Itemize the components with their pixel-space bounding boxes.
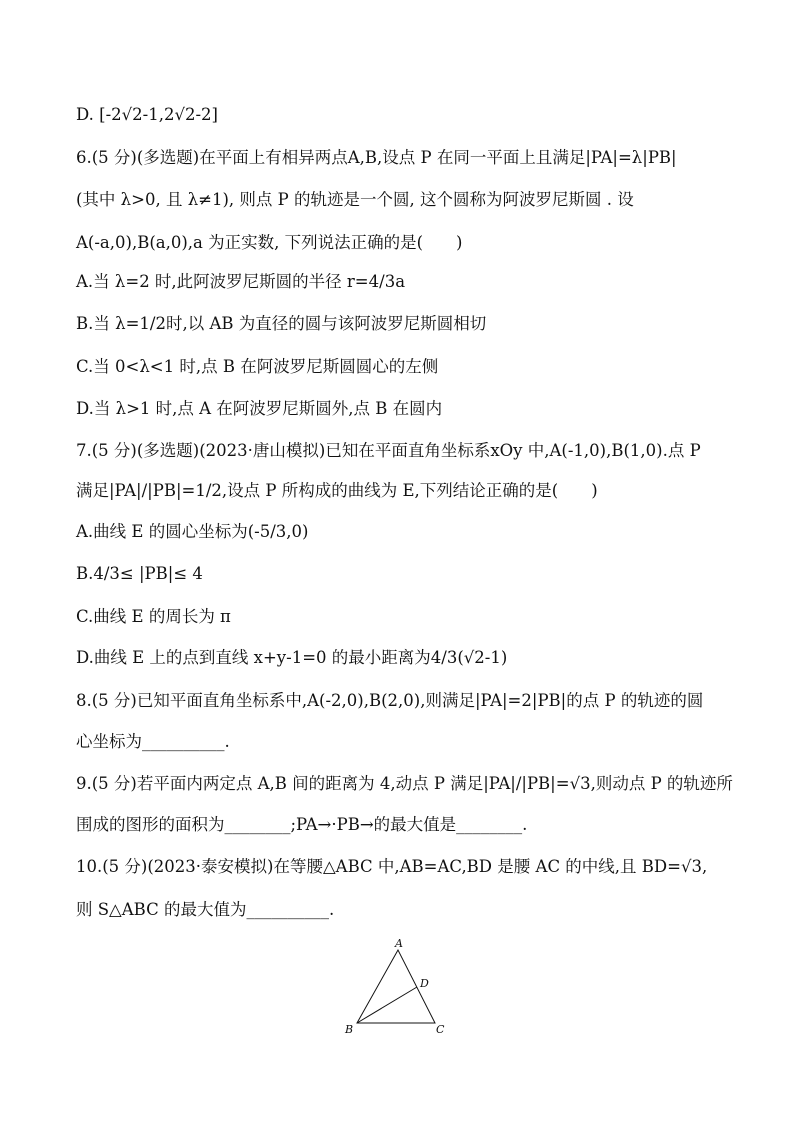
line-8: 7.(5 分)(多选题)(2023·唐山模拟)已知在平面直角坐标系xOy 中,A(-1,0),B(1,0).点 P	[76, 441, 701, 460]
line-12: C.曲线 E 的周长为 π	[76, 607, 231, 626]
line-1: 6.(5 分)(多选题)在平面上有相异两点A,B,设点 P 在同一平面上且满足|PA|=λ|PB|	[76, 148, 677, 167]
line-18: 10.(5 分)(2023·泰安模拟)在等腰△ABC 中,AB=AC,BD 是腰 AC 的中线,且 BD=√3,	[76, 857, 708, 876]
line-9: 满足|PA|/|PB|=1/2,设点 P 所构成的曲线为 E,下列结论正确的是( )	[76, 481, 598, 500]
line-4: A.当 λ=2 时,此阿波罗尼斯圆的半径 r=4/3a	[76, 272, 406, 291]
label-b: B	[345, 1023, 354, 1036]
line-6: C.当 0<λ<1 时,点 B 在阿波罗尼斯圆圆心的左侧	[76, 357, 439, 376]
line-11: B.4/3≤ |PB|≤ 4	[76, 564, 203, 583]
line-10: A.曲线 E 的圆心坐标为(-5/3,0)	[76, 522, 309, 541]
line-13: D.曲线 E 上的点到直线 x+y-1=0 的最小距离为4/3(√2-1)	[76, 648, 508, 667]
line-19: 则 S△ABC 的最大值为__________.	[76, 900, 335, 919]
line-5: B.当 λ=1/2时,以 AB 为直径的圆与该阿波罗尼斯圆相切	[76, 314, 487, 333]
label-c: C	[436, 1023, 445, 1036]
label-d: D	[420, 977, 429, 990]
line-0: D. [-2√2-1,2√2-2]	[76, 105, 218, 124]
line-15: 心坐标为__________.	[76, 732, 230, 751]
triangle-diagram	[340, 935, 460, 1040]
line-3: A(-a,0),B(a,0),a 为正实数, 下列说法正确的是( )	[76, 233, 463, 252]
label-a: A	[395, 937, 403, 950]
line-17: 围成的图形的面积为________;PA→·PB→的最大值是________.	[76, 815, 528, 834]
line-7: D.当 λ>1 时,点 A 在阿波罗尼斯圆外,点 B 在圆内	[76, 399, 443, 418]
line-2: (其中 λ>0, 且 λ≠1), 则点 P 的轨迹是一个圆, 这个圆称为阿波罗尼斯圆 . 设	[76, 190, 634, 209]
triangle-svg	[340, 935, 460, 1040]
line-14: 8.(5 分)已知平面直角坐标系中,A(-2,0),B(2,0),则满足|PA|=2|PB|的点 P 的轨迹的圆	[76, 691, 704, 710]
line-16: 9.(5 分)若平面内两定点 A,B 间的距离为 4,动点 P 满足|PA|/|PB|=√3,则动点 P 的轨迹所	[76, 774, 733, 793]
median-bd	[357, 987, 417, 1023]
